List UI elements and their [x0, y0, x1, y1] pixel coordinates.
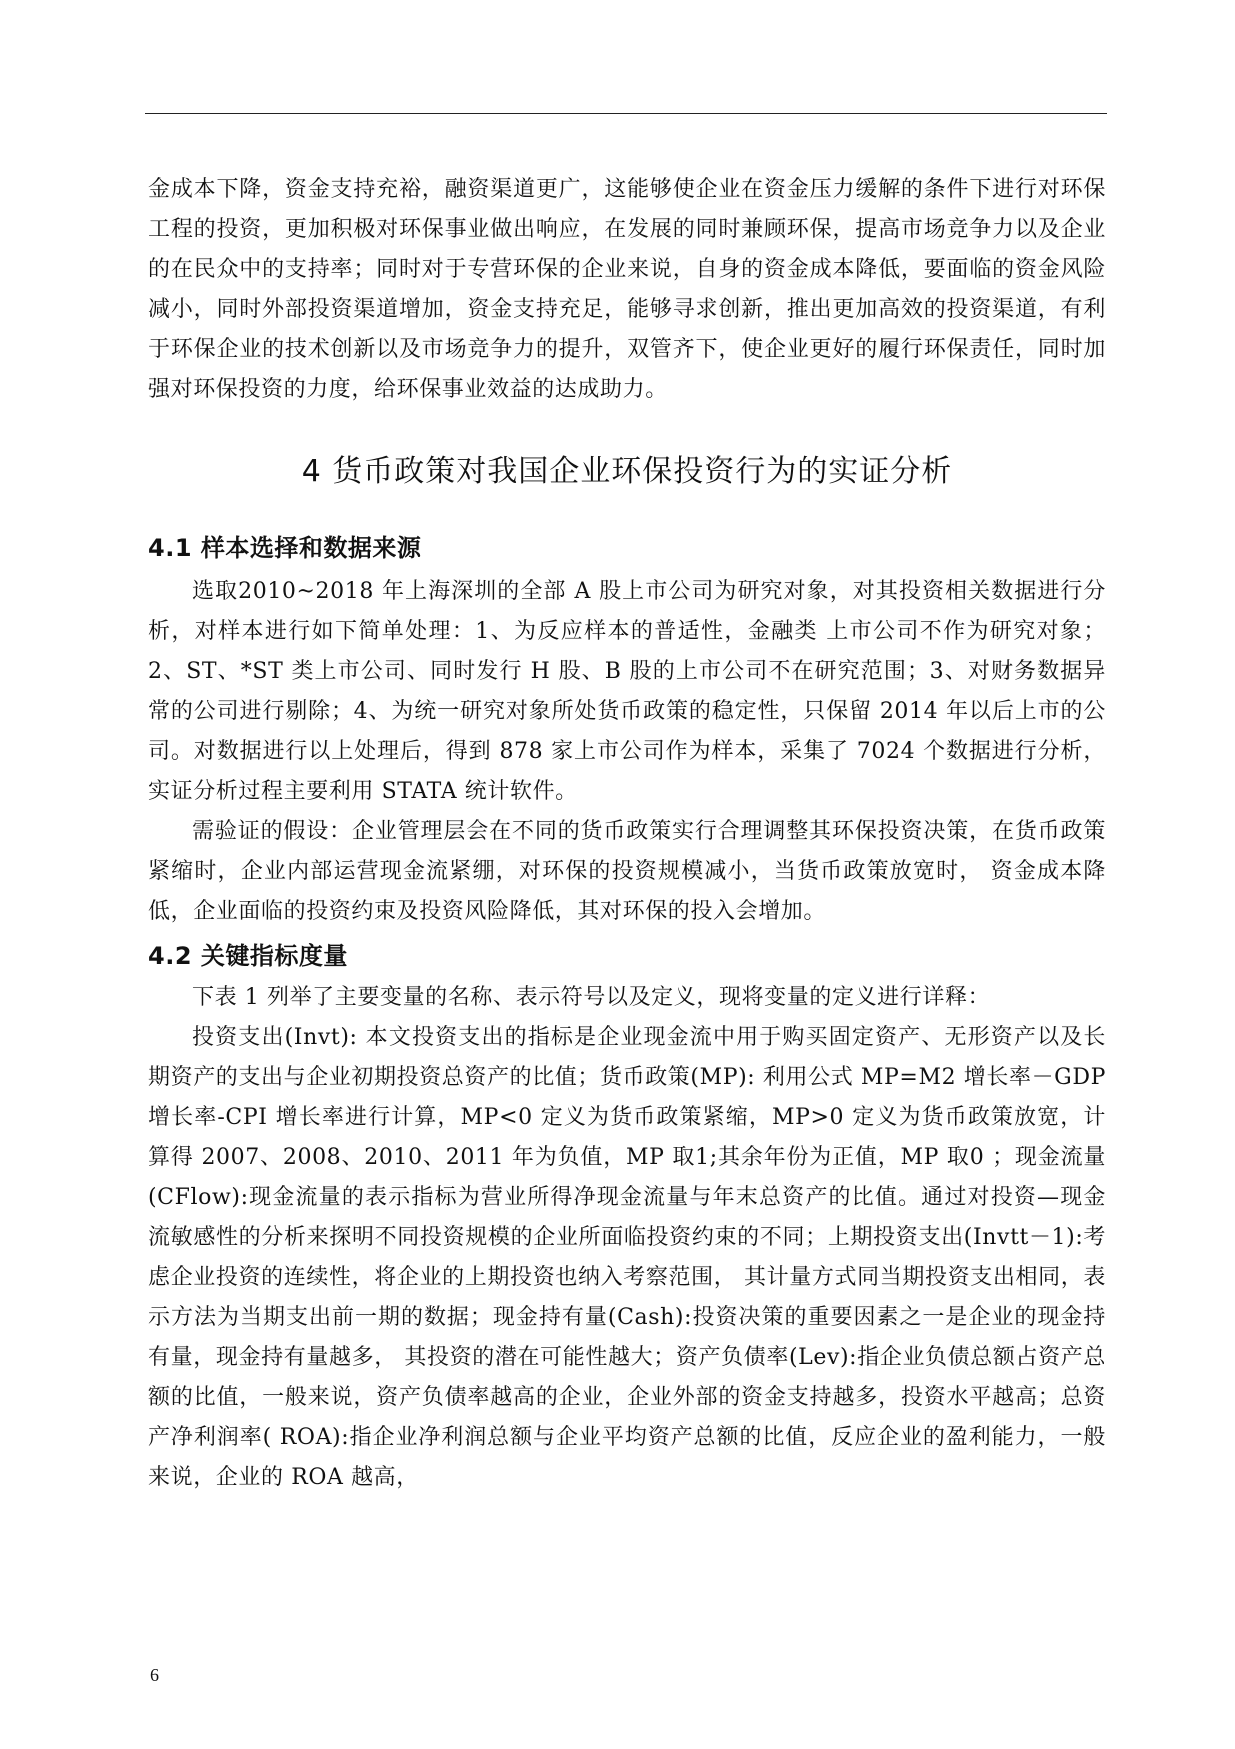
- header-rule: [145, 113, 1107, 114]
- section-4-1-paragraph-1: 选取2010~2018 年上海深圳的全部 A 股上市公司为研究对象，对其投资相关数据进行分析，对样本进行如下简单处理：1、为反应样本的普适性，金融类 上市公司不作为研究对象；2、ST、*ST 类上市公司、同时发行 H 股、B 股的上市公司不在研究范围；3、对财务数据异常的公司进行剔除；4、为统一研究对象所处货币政策的稳定性，只保留 2014 年以后上市的公司。对数据进行以上处理后，得到 878 家上市公司作为样本，采集了 7024 个数据进行分析，实证分析过程主要利用 STATA 统计软件。: [148, 579, 1106, 804]
- intro-paragraph: 金成本下降，资金支持充裕，融资渠道更广，这能够使企业在资金压力缓解的条件下进行对环保工程的投资，更加积极对环保事业做出响应，在发展的同时兼顾环保，提高市场竞争力以及企业的在民众中的支持率；同时对于专营环保的企业来说，自身的资金成本降低，要面临的资金风险减小，同时外部投资渠道增加，资金支持充足，能够寻求创新，推出更加高效的投资渠道，有利于环保企业的技术创新以及市场竞争力的提升，双管齐下，使企业更好的履行环保责任，同时加强对环保投资的力度，给环保事业效益的达成助力。: [148, 177, 1106, 402]
- page-body: [148, 170, 1106, 1498]
- section-4-1-title: 4.1 样本选择和数据来源: [148, 534, 422, 562]
- section-4-2-paragraph-1: 下表 1 列举了主要变量的名称、表示符号以及定义，现将变量的定义进行详释：: [192, 985, 991, 1010]
- section-4-2-title: 4.2 关键指标度量: [148, 942, 348, 970]
- page-number: 6: [150, 1665, 159, 1685]
- section-4-2-paragraph-2: 投资支出(Invt): 本文投资支出的指标是企业现金流中用于购买固定资产、无形资产以及长期资产的支出与企业初期投资总资产的比值；货币政策(MP): 利用公式 MP=M2 增长率－GDP 增长率-CPI 增长率进行计算，MP<0 定义为货币政策紧缩，MP>0 定义为货币政策放宽，计算得 2007、2008、2010、2011 年为负值，MP 取1;其余年份为正值，MP 取0 ；现金流量(CFlow):现金流量的表示指标为营业所得净现金流量与年末总资产的比值。通过对投资—现金流敏感性的分析来探明不同投资规模的企业所面临投资约束的不同；上期投资支出(Invtt－1):考虑企业投资的连续性，将企业的上期投资也纳入考察范围， 其计量方式同当期投资支出相同，表示方法为当期支出前一期的数据；现金持有量(Cash):投资决策的重要因素之一是企业的现金持有量，现金持有量越多， 其投资的潜在可能性越大；资产负债率(Lev):指企业负债总额占资产总额的比值，一般来说，资产负债率越高的企业，企业外部的资金支持越多，投资水平越高；总资产净利润率( ROA):指企业净利润总额与企业平均资产总额的比值，反应企业的盈利能力，一般来说，企业的 ROA 越高，: [148, 1025, 1106, 1490]
- chapter-title: 4 货币政策对我国企业环保投资行为的实证分析: [301, 454, 953, 489]
- section-4-1-paragraph-2: 需验证的假设：企业管理层会在不同的货币政策实行合理调整其环保投资决策，在货币政策紧缩时，企业内部运营现金流紧绷，对环保的投资规模减小，当货币政策放宽时， 资金成本降低，企业面临的投资约束及投资风险降低，其对环保的投入会增加。: [148, 819, 1106, 924]
